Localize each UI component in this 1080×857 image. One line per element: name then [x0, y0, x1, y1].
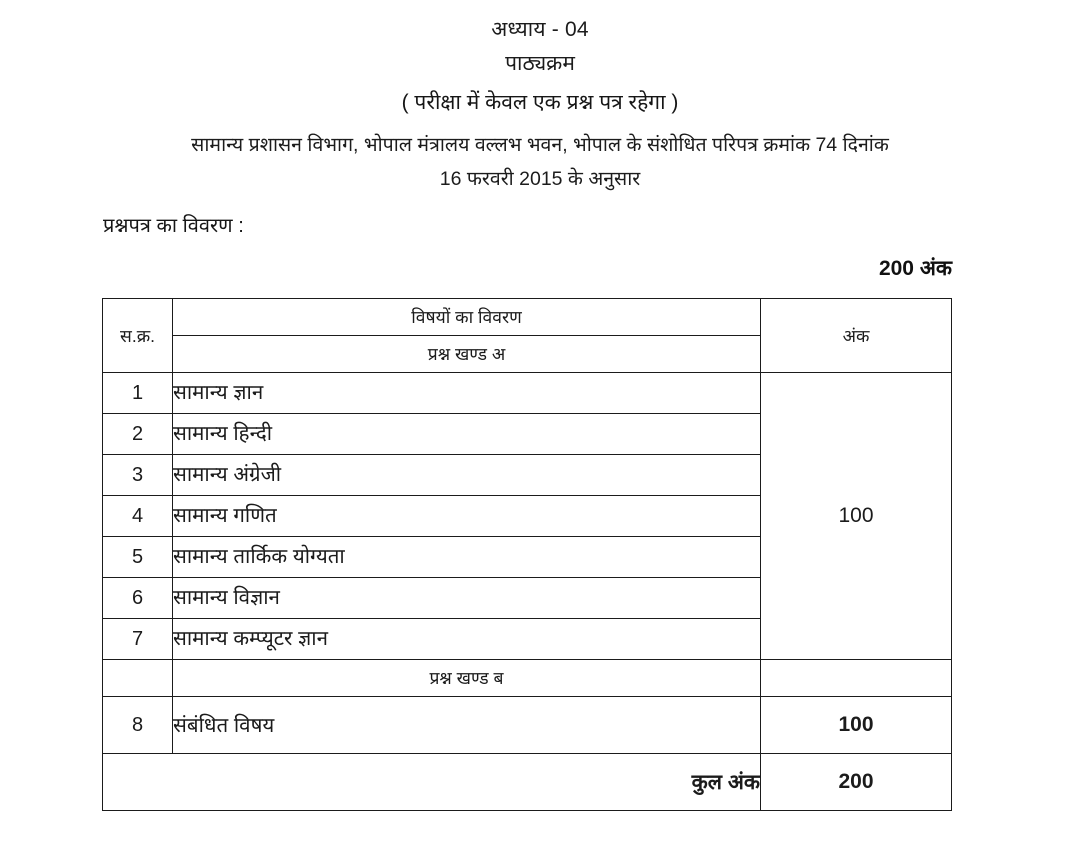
- section-a-marks: 100: [761, 373, 952, 660]
- table-row: [103, 697, 952, 754]
- section-b-marks-blank: [761, 660, 952, 697]
- table-row: [103, 373, 952, 414]
- paper-details-label: प्रश्नपत्र का विवरण :: [103, 215, 244, 237]
- column-header-description: विषयों का विवरण: [173, 299, 761, 336]
- document-header: [0, 0, 1080, 120]
- total-marks-header: 200 अंक: [878, 257, 952, 280]
- column-header-sno: स.क्र.: [103, 299, 173, 373]
- section-b-header-row: [103, 660, 952, 697]
- row-sno: 4: [103, 496, 173, 537]
- row-subject: सामान्य ज्ञान: [173, 373, 761, 414]
- exam-paper-note: ( परीक्षा में केवल एक प्रश्न पत्र रहेगा ): [401, 91, 679, 114]
- chapter-heading: अध्याय - 04: [491, 18, 589, 41]
- section-b-label: प्रश्न खण्ड ब: [173, 660, 761, 697]
- row-subject: सामान्य तार्किक योग्यता: [173, 537, 761, 578]
- row-subject: सामान्य हिन्दी: [173, 414, 761, 455]
- row-subject: सामान्य गणित: [173, 496, 761, 537]
- column-header-marks: अंक: [761, 299, 952, 373]
- row-subject: सामान्य कम्प्यूटर ज्ञान: [173, 619, 761, 660]
- row-subject: सामान्य अंग्रेजी: [173, 455, 761, 496]
- table-header-row: [103, 299, 952, 336]
- circular-line-1: सामान्य प्रशासन विभाग, भोपाल मंत्रालय वल्लभ भवन, भोपाल के संशोधित परिपत्र क्रमांक 74 दिनांक: [191, 134, 889, 156]
- section-b-sno-blank: [103, 660, 173, 697]
- page-title: पाठ्यक्रम: [505, 52, 575, 75]
- circular-reference: [0, 128, 1080, 196]
- row-sno: 3: [103, 455, 173, 496]
- row-sno: 2: [103, 414, 173, 455]
- row-sno: 5: [103, 537, 173, 578]
- section-a-label: प्रश्न खण्ड अ: [173, 336, 761, 373]
- circular-line-2: 16 फरवरी 2015 के अनुसार: [439, 168, 641, 190]
- syllabus-table-wrapper: [0, 298, 1080, 811]
- row-sno: 1: [103, 373, 173, 414]
- row-marks: 100: [761, 697, 952, 754]
- total-marks-value: 200: [761, 754, 952, 811]
- row-sno: 6: [103, 578, 173, 619]
- total-row: [103, 754, 952, 811]
- syllabus-table: [102, 298, 952, 811]
- row-sno: 7: [103, 619, 173, 660]
- row-subject: संबंधित विषय: [173, 697, 761, 754]
- row-sno: 8: [103, 697, 173, 754]
- total-label: कुल अंक: [103, 754, 761, 811]
- row-subject: सामान्य विज्ञान: [173, 578, 761, 619]
